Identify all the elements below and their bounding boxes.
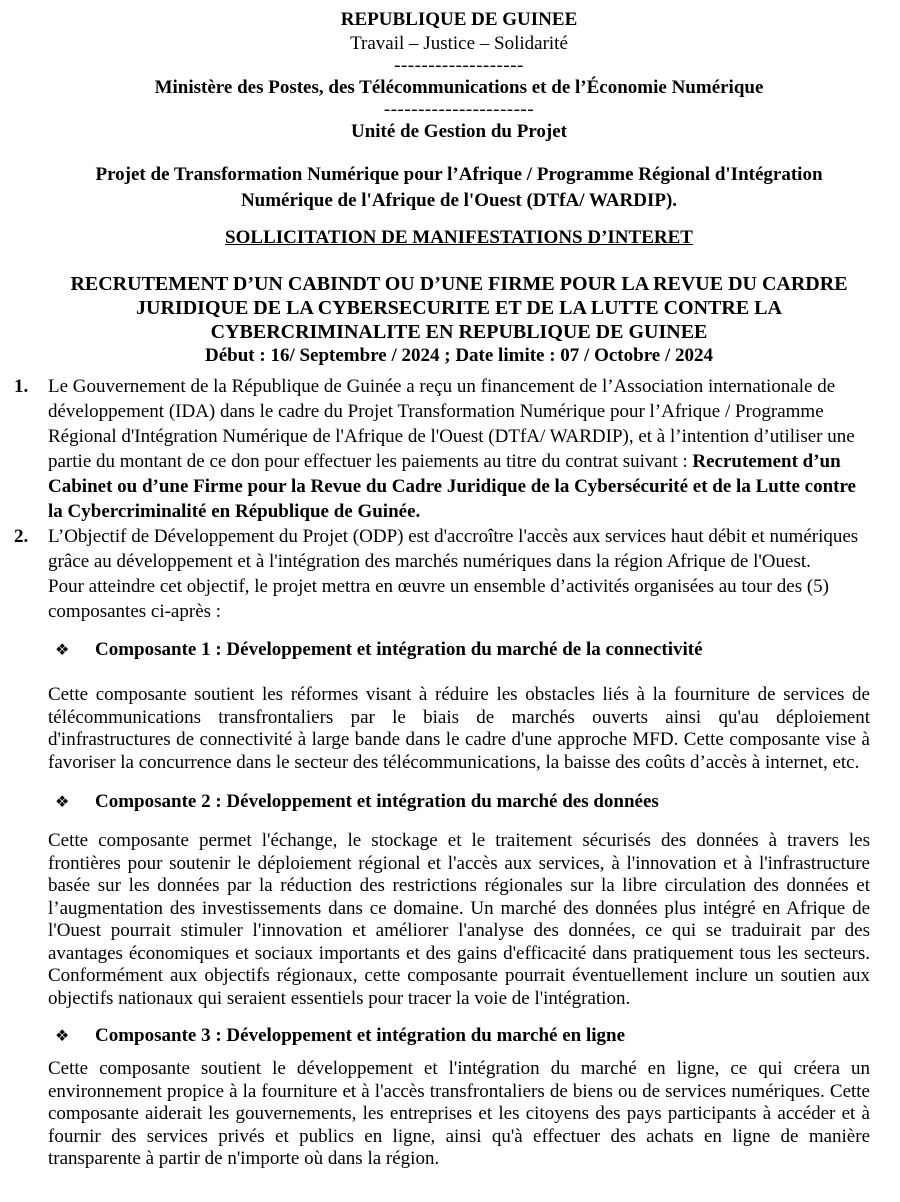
- paragraph-2-number: 2.: [14, 526, 29, 547]
- dates-line: Début : 16/ Septembre / 2024 ; Date limite : 07 / Octobre / 2024: [205, 345, 713, 366]
- diamond-bullet-icon: ❖: [55, 1026, 70, 1045]
- diamond-bullet-icon: ❖: [55, 640, 70, 659]
- project-unit-title: Unité de Gestion du Projet: [350, 121, 568, 142]
- numbered-paragraph-1: [14, 374, 870, 524]
- component-3-heading: [48, 1024, 870, 1048]
- project-title: Projet de Transformation Numérique pour l’Afrique / Programme Régional d'Intégration Numérique de l'Afrique de l'Ouest (DTfA/ WARDIP).: [95, 164, 823, 211]
- ministry-title: Ministère des Postes, des Télécommunications et de l’Économie Numérique: [154, 77, 764, 98]
- recruitment-heading: RECRUTEMENT D’UN CABINDT OU D’UNE FIRME POUR LA REVUE DU CARDRE JURIDIQUE DE LA CYBERSECURITE ET DE LA LUTTE CONTRE LA CYBERCRIMINALITE EN REPUBLIQUE DE GUINEE: [70, 273, 848, 343]
- country-title: REPUBLIQUE DE GUINEE: [340, 9, 578, 30]
- solicitation-heading-text: SOLLICITATION DE MANIFESTATIONS D’INTERET: [225, 227, 693, 248]
- numbered-paragraph-2: [14, 524, 870, 624]
- component-1-heading: [48, 638, 870, 662]
- component-3-title: Composante 3 : Développement et intégration du marché en ligne: [95, 1025, 626, 1046]
- component-2-heading: [48, 790, 870, 814]
- component-2-title: Composante 2 : Développement et intégration du marché des données: [95, 791, 659, 812]
- paragraph-1-text-bold: Recrutement d’un Cabinet ou d’une Firme pour la Revue du Cadre Juridique de la Cybersécurité et de la Lutte contre la Cybercriminalité en République de Guinée.: [48, 451, 856, 522]
- paragraph-1-number: 1.: [14, 376, 29, 397]
- paragraph-1-text: [48, 374, 870, 524]
- paragraph-2-text-continued: Pour atteindre cet objectif, le projet mettra en œuvre un ensemble d’activités organisées au tour des (5) composantes ci-après :: [48, 576, 830, 622]
- component-1-body: Cette composante soutient les réformes visant à réduire les obstacles liés à la fourniture de services de télécommunications transfrontaliers par le biais de marchés ouverts ainsi qu'au déploiement d'infrastructures de connectivité à large bande dans le cadre d'une approche MFD. Cette composante vise à favoriser la concurrence dans le secteur des télécommunications, la baisse des coûts d’accès à internet, etc.: [48, 684, 870, 773]
- separator-line-2: ----------------------: [383, 99, 535, 120]
- national-motto: Travail – Justice – Solidarité: [350, 33, 568, 54]
- component-3-body: Cette composante soutient le développement et l'intégration du marché en ligne, ce qui créera un environnement propice à la fourniture et à l'accès transfrontaliers de biens ou de services numériques. Cette composante aiderait les gouvernements, les entreprises et les citoyens des pays participants à accéder et à fournir des services privés et publics en ligne, ainsi qu'à effectuer des achats en ligne de manière transparente à partir de n'importe où dans la région.: [48, 1058, 870, 1169]
- separator-line-1: -------------------: [394, 55, 524, 76]
- paragraph-2-text: L’Objectif de Développement du Projet (ODP) est d'accroître l'accès aux services haut débit et numériques grâce au développement et à l'intégration des marchés numériques dans la région Afrique de l'Ouest.: [48, 526, 859, 572]
- solicitation-heading: [48, 226, 870, 250]
- component-2-body: Cette composante permet l'échange, le stockage et le traitement sécurisés des données à travers les frontières pour soutenir le déploiement régional et l'accès aux services, à l'innovation et à l'infrastructure basée sur les données par la réduction des restrictions régionales sur la libre circulation des données et l’augmentation des investissements dans ce domaine. Un marché des données plus intégré en Afrique de l'Ouest pourrait stimuler l'innovation et améliorer l'analyse des données, ce qui se traduirait par des avantages économiques et sociaux importants et des gains d'efficacité dans pratiquement tous les secteurs. Conformément aux objectifs régionaux, cette composante pourrait éventuellement inclure un soutien aux objectifs nationaux qui seraient essentiels pour tracer la voie de l'intégration.: [48, 830, 870, 1009]
- diamond-bullet-icon: ❖: [55, 792, 70, 811]
- paragraph-1-text-normal: Le Gouvernement de la République de Guinée a reçu un financement de l’Association internationale de développement (IDA) dans le cadre du Projet Transformation Numérique pour l’Afrique / Programme Régional d'Intégration Numérique de l'Afrique de l'Ouest (DTfA/ WARDIP), et à l’intention d’utiliser une partie du montant de ce don pour effectuer les paiements au titre du contrat suivant :: [48, 376, 855, 472]
- component-1-title: Composante 1 : Développement et intégration du marché de la connectivité: [95, 639, 703, 660]
